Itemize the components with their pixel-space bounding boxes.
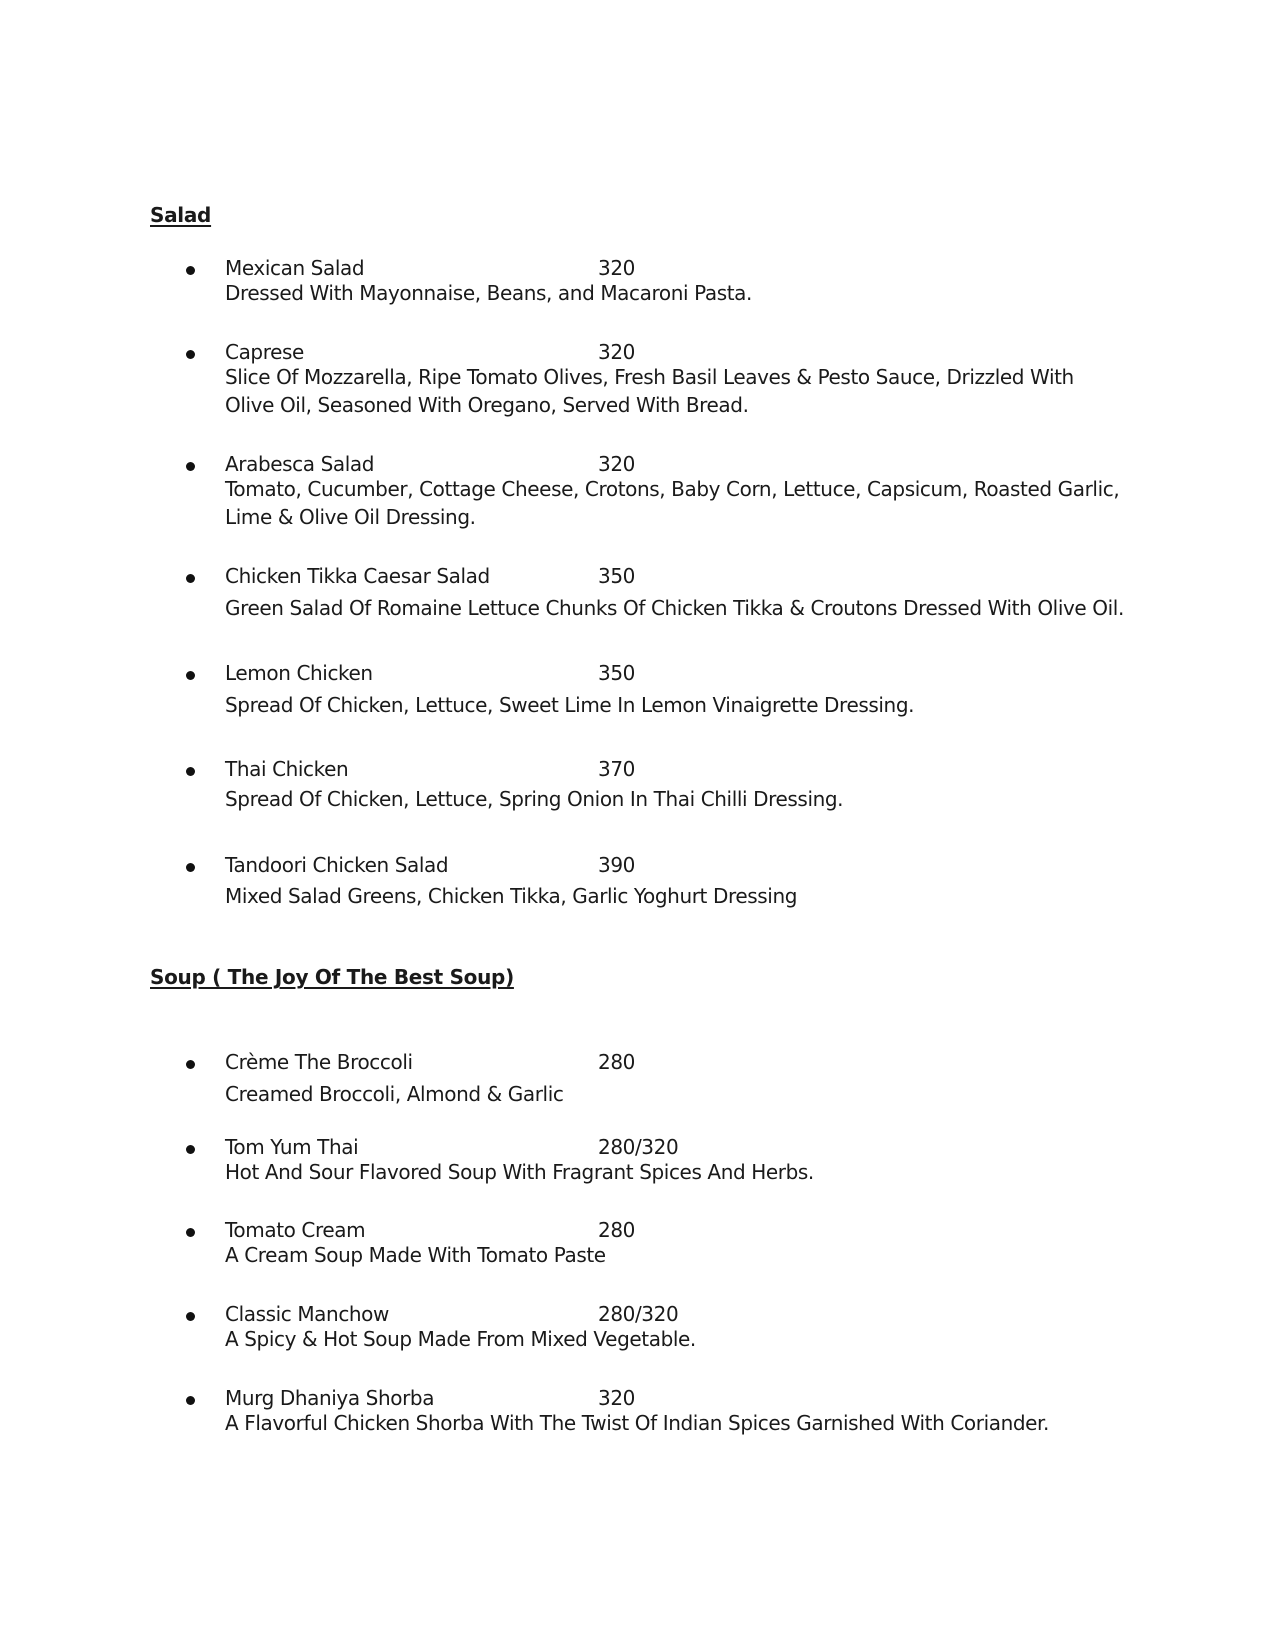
item-price: 280/320 (598, 1302, 679, 1326)
item-price: 280 (598, 1218, 635, 1242)
item-description: Spread Of Chicken, Lettuce, Sweet Lime In Lemon Vinaigrette Dressing. (225, 693, 915, 717)
item-name: Mexican Salad (225, 256, 365, 280)
item-price: 390 (598, 853, 635, 877)
item-name: Caprese (225, 340, 304, 364)
item-price: 320 (598, 256, 635, 280)
item-description: Spread Of Chicken, Lettuce, Spring Onion In Thai Chilli Dressing. (225, 787, 844, 811)
item-description: Creamed Broccoli, Almond & Garlic (225, 1082, 564, 1106)
item-name: Tandoori Chicken Salad (225, 853, 449, 877)
salad-heading: Salad (150, 203, 212, 227)
item-name: Crème The Broccoli (225, 1050, 413, 1074)
item-description: Mixed Salad Greens, Chicken Tikka, Garlic Yoghurt Dressing (225, 884, 798, 908)
item-description: A Flavorful Chicken Shorba With The Twist Of Indian Spices Garnished With Coriander. (225, 1411, 1049, 1435)
item-name: Classic Manchow (225, 1302, 389, 1326)
item-name: Thai Chicken (225, 757, 349, 781)
item-description: Hot And Sour Flavored Soup With Fragrant Spices And Herbs. (225, 1160, 814, 1184)
item-price: 280 (598, 1050, 635, 1074)
item-name: Lemon Chicken (225, 661, 373, 685)
soup-heading: Soup ( The Joy Of The Best Soup) (150, 965, 514, 989)
item-description: A Spicy & Hot Soup Made From Mixed Vegetable. (225, 1327, 696, 1351)
item-price: 320 (598, 452, 635, 476)
item-name: Chicken Tikka Caesar Salad (225, 564, 490, 588)
item-name: Tom Yum Thai (225, 1135, 359, 1159)
bullet-icon (186, 1312, 195, 1321)
item-price: 280/320 (598, 1135, 679, 1159)
bullet-icon (186, 671, 195, 680)
item-price: 320 (598, 1386, 635, 1410)
bullet-icon (186, 863, 195, 872)
item-price: 320 (598, 340, 635, 364)
item-description: Tomato, Cucumber, Cottage Cheese, Crotons, Baby Corn, Lettuce, Capsicum, Roasted Garlic, Lime & Olive Oil Dressing. (225, 477, 1120, 529)
item-description: Green Salad Of Romaine Lettuce Chunks Of Chicken Tikka & Croutons Dressed With Olive Oil. (225, 596, 1124, 620)
item-name: Murg Dhaniya Shorba (225, 1386, 435, 1410)
item-price: 350 (598, 661, 635, 685)
item-price: 350 (598, 564, 635, 588)
bullet-icon (186, 1228, 195, 1237)
bullet-icon (186, 266, 195, 275)
item-price: 370 (598, 757, 635, 781)
item-name: Tomato Cream (225, 1218, 366, 1242)
bullet-icon (186, 1060, 195, 1069)
item-name: Arabesca Salad (225, 452, 375, 476)
bullet-icon (186, 767, 195, 776)
bullet-icon (186, 574, 195, 583)
item-description: Slice Of Mozzarella, Ripe Tomato Olives, Fresh Basil Leaves & Pesto Sauce, Drizzled With Olive Oil, Seasoned With Oregano, Served With Bread. (225, 365, 1074, 417)
item-description: A Cream Soup Made With Tomato Paste (225, 1243, 606, 1267)
bullet-icon (186, 1145, 195, 1154)
item-description: Dressed With Mayonnaise, Beans, and Macaroni Pasta. (225, 281, 752, 305)
bullet-icon (186, 350, 195, 359)
bullet-icon (186, 462, 195, 471)
bullet-icon (186, 1396, 195, 1405)
